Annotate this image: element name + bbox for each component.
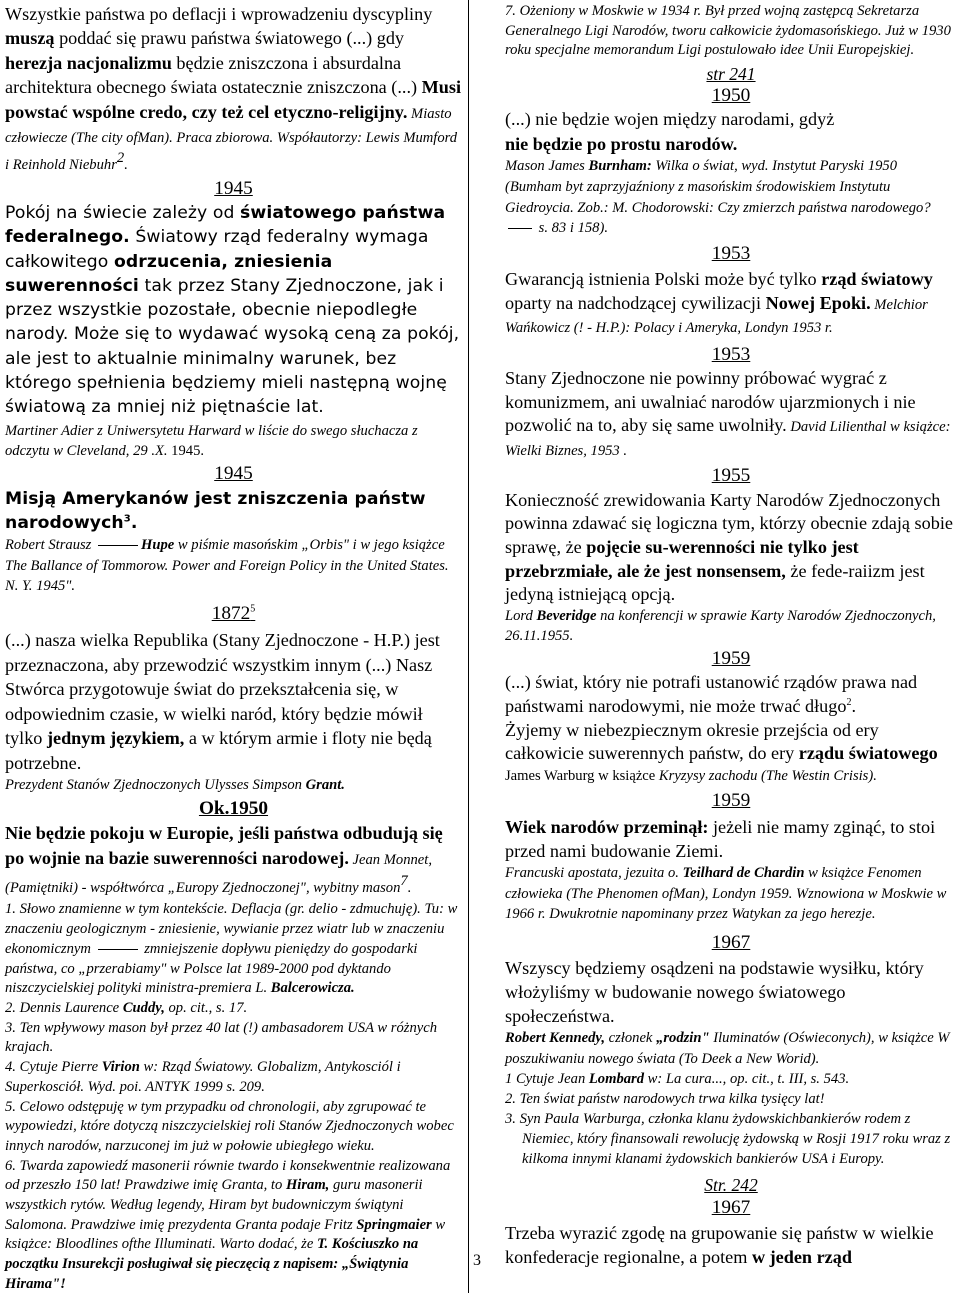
year-heading: 1967 — [711, 1197, 751, 1219]
dash-rule — [98, 949, 138, 950]
year-heading: 1955 — [711, 465, 751, 487]
left-column — [5, 0, 462, 1295]
year-heading: Ok.1950 — [198, 798, 269, 820]
paragraph-deflation: Wszystkie państwa po deflacji i wprowadzeniu dyscypliny muszą poddać się prawu państwa światowego (...) gdy herezja nacjonalizmu będzie zniszczona i absurdalna architektura obecnego świata ostatecznie zniszczona (...) Musi powstać wspólne credo, czy też cel etyczno-religijny. Miasto człowiecze (The city ofMan). Praca zbiorowa. Współautorzy: Lewis Mumford i Reinhold Niebuhr$^2$. — [5, 4, 462, 174]
source-kennedy: Robert Kennedy, członek „rodzin" Iluminatów (Oświeconych), w książce W poszukiwaniu nowego świata (To Deek a New Worid). — [505, 1030, 950, 1067]
footnote-1: 1. Słowo znamienne w tym kontekście. Deflacja (gr. delio - zdmuchuję). Tu: w znaczeniu geologicznym - zniesienie, wywianie przez wiatr lub w znaczeniu ekonomicznym zmniejszenie dopływu pieniędzy do gospodarki państwa, co „przerabiamy" w Polsce lat 1989-2000 pod dyktando niszczycielskiej polityki ministra-premiera L. Balcerowicza. — [5, 901, 458, 997]
paragraph-confederation: Trzeba wyrazić zgodę na grupowanie się państw w wielkie konfederacje regionalne, a potem w jeden rząd — [505, 1223, 934, 1267]
footnote-3: 3. Ten wpływowy mason był przez 40 lat (!) ambasadorem USA w różnych krajach. — [5, 1019, 437, 1056]
paragraph-monnet: Nie będzie pokoju w Europie, jeśli państwa odbudują się po wojnie na bazie suwerenności narodowej. Jean Monnet, (Pamiętniki) - współtwórca „Europy Zjednoczonej", wybitny mason$^7$. — [5, 823, 443, 897]
paragraph-warburg: (...) świat, który nie potrafi ustanowić rządów prawa nad państwami narodowymi, nie może trwać długo$^2$. Żyjemy w niebezpiecznym okresie przejścia od ery całkowicie suwerennych państw, do ery rządu światowego — [505, 672, 938, 764]
year-heading: 1953 — [711, 343, 751, 365]
footnotes — [5, 900, 462, 1294]
year-heading: 1945 — [214, 463, 253, 485]
year-heading: 1872$^5$ — [211, 603, 256, 625]
source-strausz: Robert Strausz Hupe w piśmie masońskim „Orbis" i w jego książce The Ballance of Tommorow. Power and Foreign Policy in the United States. N. Y. 1945". — [5, 537, 449, 594]
page-number: 3 — [473, 1252, 481, 1269]
paragraph-burnham: (...) nie będzie wojen między narodami, gdyż nie będzie po prostu narodów. — [505, 109, 835, 154]
year-heading: 1967 — [711, 932, 751, 954]
paragraph-teilhard: Wiek narodów przeminął: jeżeli nie mamy zginąć, to stoi przed nami budowanie Ziemi. — [505, 817, 936, 862]
paragraph-lilienthal: Stany Zjednoczone nie powinny próbować wygrać z komunizmem, ani uwalniać narodów ujarzmionych i nie pozwolić na to, aby się same uwolniły. David Lilienthal w książce: Wielki Biznes, 1953 . — [505, 368, 951, 459]
footnote-7: 7. Ożeniony w Moskwie w 1934 r. Był przed wojną zastępcą Sekretarza Generalnego Ligi Narodów, tworu całkowicie żydomasońskiego. Już w 1930 roku specjalne memorandum Ligi postulowało idee Unii Europejskiej. — [505, 3, 951, 59]
source-beveridge: Lord Beveridge na konferencji w sprawie Karty Narodów Zjednoczonych, 26.11.1955. — [505, 608, 936, 644]
paragraph-strausz: Misją Amerykanów jest zniszczenia państw narodowych$^3$. — [5, 488, 426, 533]
source-grant: Prezydent Stanów Zjednoczonych Ulysses Simpson Grant. — [5, 776, 345, 793]
right-column — [505, 0, 957, 1269]
paragraph-grant: (...) nasza wielka Republika (Stany Zjednoczone - H.P.) jest przeznaczona, aby przewodzić wszystkim innym (...) Nasz Stwórca przygotowuje świat do przekształcenia się, w odpowiednim czasie, w wielki naród, który będzie mówił tylko jednym językiem, a w którym armie i floty nie będą potrzebne. — [5, 630, 440, 773]
paragraph-beveridge: Konieczność zrewidowania Karty Narodów Zjednoczonych powinna zdawać się logiczna tym, którzy obecnie zdają sobie sprawę, że pojęcie su-werenności nie tylko jest przebrzmiałe, ale że jest nonsensem, że fede-raiizm jest jedyną istniejącą opcją. — [505, 489, 953, 605]
year-heading: 1953 — [711, 243, 751, 265]
source-teilhard: Francuski apostata, jezuita o. Teilhard de Chardin w książce Fenomen człowieka (The Phenomen ofMan), Londyn 1959. Wznowiona w Moskwie w 1966 r. Dwukrotnie napominany przez Watykan za jego herezje. — [505, 865, 947, 923]
footnote-5: 5. Celowo odstępuję w tym przypadku od chronologii, aby zgrupować te wypowiedzi, które dotyczą niszczycielskiej roli Stanów Zjednoczonych wobec innych narodów, narzuconej im już w połowie ubiegłego wieku. — [5, 1098, 454, 1154]
year-heading: 1959 — [711, 789, 751, 811]
footnote-r2: 2. Ten świat państw narodowych trwa kilka tysięcy lat! — [505, 1091, 825, 1108]
footnotes-right — [505, 1069, 957, 1169]
paragraph-adler: Pokój na świecie zależy od światowego państwa federalnego. Światowy rząd federalny wymaga całkowitego odrzucenia, zniesienia suwerenności tak przez Stany Zjednoczone, jak i przez wszystkie pozostałe, obecnie niepodległe narody. Może się to wydawać wysoką ceną za pokój, ale jest to aktualnie minimalny warunek, bez którego spełnienia będziemy mieli następną wojnę światową za mniej niż piętnaście lat. — [5, 203, 460, 418]
source-adler: Martiner Adier z Uniwersytetu Harward w liście do swego słuchacza z odczytu w Cleveland, 29 .X. 1945. — [5, 422, 418, 460]
footnote-6: 6. Twarda zapowiedź masonerii równie twardo i konsekwentnie realizowana od przeszło 150 lat! Prawdziwe imię Granta, to Hiram, guru masonerii wszystkich rytów. Według legendy, Hiram byt budowniczym świątyni Salomona. Prawdziwe imię prezydenta Granta podaje Fritz Springmaier w książce: Bloodlines ofthe Illuminati. Warto dodać, że T. Kościuszko na początku Insurekcji posługiwał się pieczęcią z napisem: „Świątynia Hirama"! — [5, 1157, 451, 1292]
footnote-r1: 1 Cytuje Jean Lombard w: La cura..., op. cit., t. III, s. 543. — [505, 1071, 850, 1088]
footnote-4: 4. Cytuje Pierre Virion w: Rząd Światowy. Globalizm, Antykosciól i Superkosciół. Wyd. poi. ANTYK 1999 s. 209. — [5, 1059, 401, 1095]
source-warburg: James Warburg w książce Kryzysy zachodu (The Westin Crisis). — [505, 767, 877, 784]
paragraph-wankowicz: Gwarancją istnienia Polski może być tylko rząd światowy oparty na nadchodzącej cywilizacji Nowej Epoki. Melchior Wańkowicz (! - H.P.): Polacy i Ameryka, Londyn 1953 r. — [505, 269, 933, 337]
footnote-r3: 3. Syn Paula Warburga, członka klanu żydowskichbankierów rodem z Niemiec, który finansowali rewolucję żydowską w Rosji 1917 roku wraz z kilkoma innymi klanami żydowskich bankierów USA i Europy. — [505, 1111, 951, 1168]
year-heading: 1950 — [711, 85, 751, 107]
year-heading: 1959 — [711, 648, 751, 670]
page-reference: Str. 242 — [704, 1175, 758, 1196]
page-reference: str 241 — [706, 64, 756, 85]
dash-rule — [98, 545, 138, 546]
dash-rule — [508, 228, 532, 229]
source-burnham: Mason James Burnham: Wilka o świat, wyd. Instytut Paryski 1950 (Bumham byt zaprzyjaźniony z masońskim środowiskiem Instytutu Giedroycia. Zob.: M. Chodorowski: Czy zmierzch państwa narodowego? s. 83 i 158). — [505, 157, 931, 237]
paragraph-kennedy: Wszyscy będziemy osądzeni na podstawie wysiłku, który włożyliśmy w budowanie nowego światowego społeczeństwa. — [505, 958, 924, 1026]
year-heading: 1945 — [214, 177, 253, 199]
column-divider — [468, 0, 469, 1293]
footnote-2: 2. Dennis Laurence Cuddy, op. cit., s. 17. — [5, 1000, 248, 1016]
